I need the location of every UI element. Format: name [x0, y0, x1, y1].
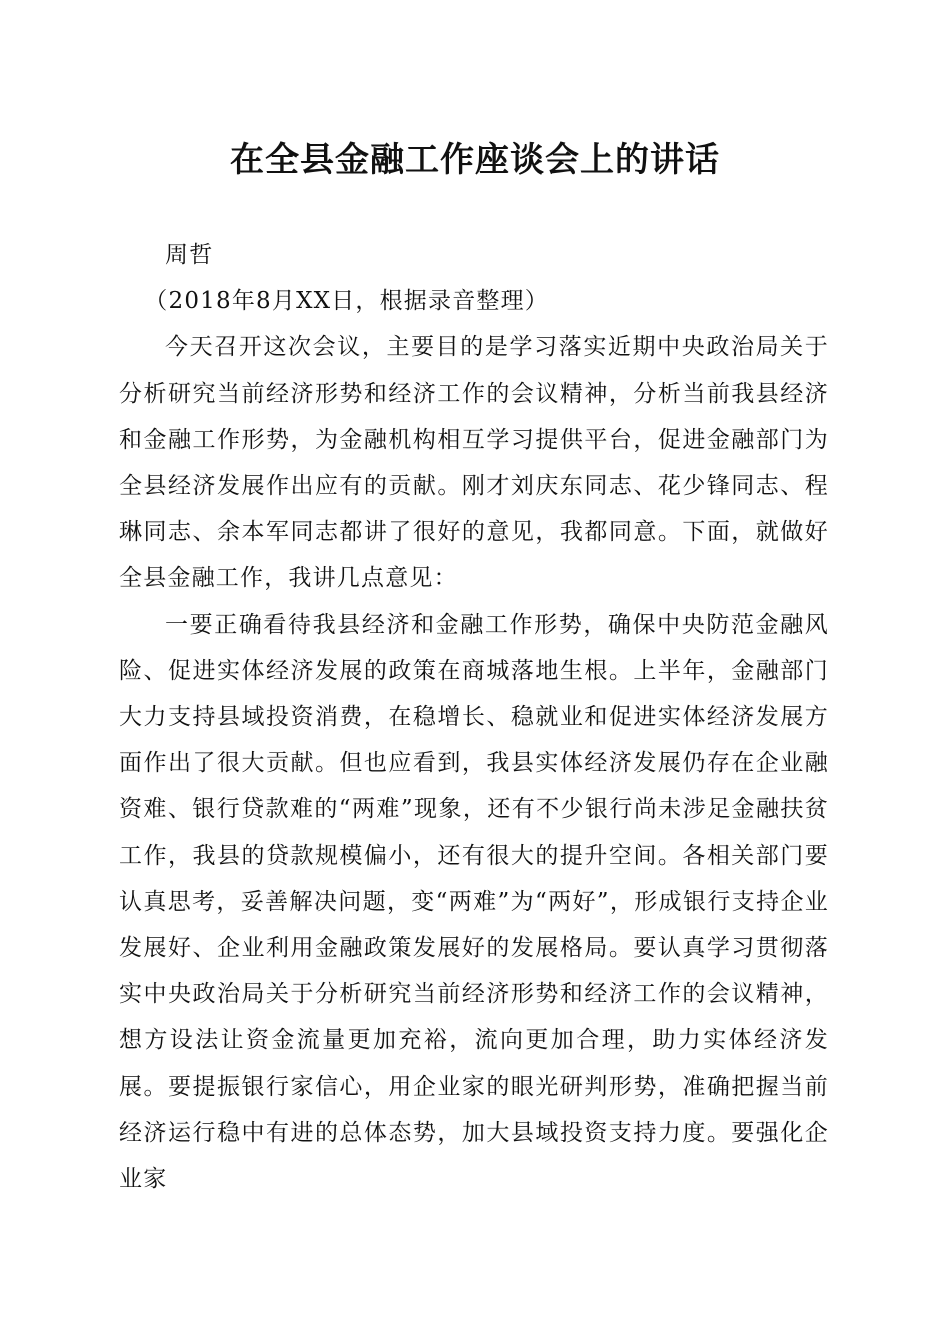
body-paragraph: 今天召开这次会议，主要目的是学习落实近期中央政治局关于分析研究当前经济形势和经济工作的会议精神，分析当前我县经济和金融工作形势，为金融机构相互学习提供平台，促进金融部门为全县经济发展作出应有的贡献。刚才刘庆东同志、花少锋同志、程琳同志、余本军同志都讲了很好的意见，我都同意。下面，就做好全县金融工作，我讲几点意见：	[119, 334, 829, 592]
document-body	[119, 232, 829, 1202]
author-line: 周哲	[165, 242, 214, 268]
date-note: （2018年8月XX日，根据录音整理）	[144, 288, 550, 315]
body-paragraph: 一要正确看待我县经济和金融工作形势，确保中央防范金融风险、促进实体经济发展的政策在商城落地生根。上半年，金融部门大力支持县域投资消费，在稳增长、稳就业和促进实体经济发展方面作出了很大贡献。但也应看到，我县实体经济发展仍存在企业融资难、银行贷款难的“两难”现象，还有不少银行尚未涉足金融扶贫工作，我县的贷款规模偏小，还有很大的提升空间。各相关部门要认真思考，妥善解决问题，变“两难”为“两好”，形成银行支持企业发展好、企业利用金融政策发展好的发展格局。要认真学习贯彻落实中央政治局关于分析研究当前经济形势和经济工作的会议精神，想方设法让资金流量更加充裕，流向更加合理，助力实体经济发展。要提振银行家信心，用企业家的眼光研判形势，准确把握当前经济运行稳中有进的总体态势，加大县域投资支持力度。要强化企业家	[119, 611, 829, 1193]
document-title: 在全县金融工作座谈会上的讲话	[230, 140, 720, 180]
